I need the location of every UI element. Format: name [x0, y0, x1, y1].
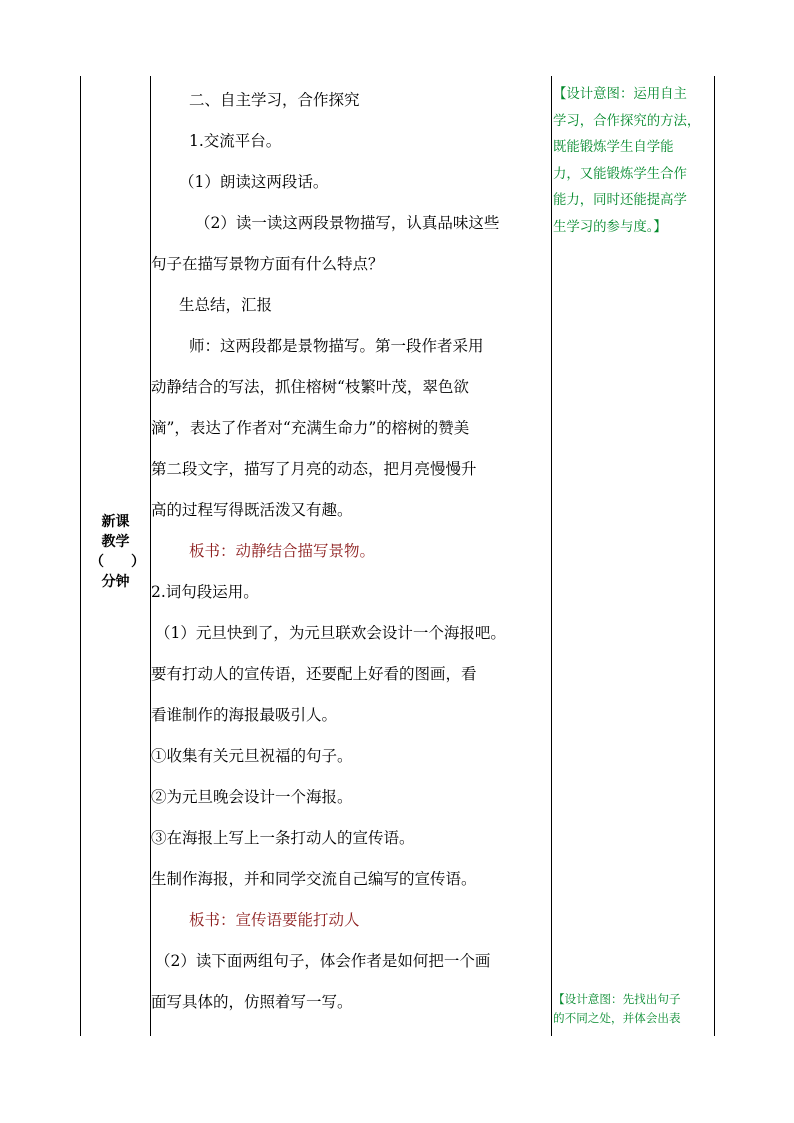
section-label-line2: 教学 — [101, 534, 130, 550]
paren-open: （ — [90, 554, 104, 570]
note-line: 能力，同时还能提高学 — [553, 193, 687, 208]
subheading-exchange: 1.交流平台。 — [189, 132, 282, 150]
section-label-line1: 新课 — [101, 514, 130, 530]
content-line: ③在海报上写上一条打动人的宣传语。 — [151, 829, 415, 847]
lesson-content — [151, 80, 551, 1023]
content-line: 高的过程写得既活泼又有趣。 — [151, 501, 353, 519]
note-line: 学习，合作探究的方法， — [553, 113, 701, 129]
design-intent-note-2 — [553, 990, 714, 1028]
section-label — [80, 512, 151, 592]
note-line: 既能锻炼学生自学能 — [553, 140, 674, 155]
content-line: 生总结，汇报 — [179, 296, 273, 314]
content-line: 要有打动人的宣传语，还要配上好看的图画，看 — [151, 665, 477, 683]
content-line: 滴”，表达了作者对“充满生命力”的榕树的赞美 — [151, 419, 470, 437]
content-line: 句子在描写景物方面有什么特点？ — [151, 255, 384, 273]
content-line: 看谁制作的海报最吸引人。 — [151, 706, 338, 724]
content-line: （2）读一读这两段景物描写，认真品味这些 — [195, 214, 500, 232]
design-intent-note — [553, 82, 714, 241]
note-line: 生学习的参与度。】 — [553, 219, 667, 235]
content-line: 师：这两段都是景物描写。第一段作者采用 — [189, 337, 484, 355]
content-line: 第二段文字，描写了月亮的动态，把月亮慢慢升 — [151, 460, 477, 478]
note-line: 的不同之处，并体会出表 — [553, 1011, 681, 1025]
note-line: 【设计意图：运用自主 — [553, 87, 687, 102]
content-line: （1）元旦快到了，为元旦联欢会设计一个海报吧。 — [155, 624, 506, 642]
table-divider-notes — [551, 76, 552, 1036]
table-border-right — [714, 76, 715, 1036]
note-line: 力，又能锻炼学生合作 — [553, 166, 687, 182]
board-note: 板书：宣传语要能打动人 — [189, 911, 360, 929]
content-line: 面写具体的，仿照着写一写。 — [151, 993, 353, 1011]
section-label-line4: 分钟 — [101, 574, 130, 590]
subheading-usage: 2.词句段运用。 — [151, 583, 259, 601]
content-line: 生制作海报，并和同学交流自己编写的宣传语。 — [151, 870, 477, 888]
section-label-minutes-blank — [80, 552, 151, 572]
content-line: （1）朗读这两段话。 — [179, 173, 329, 191]
paren-close: ） — [131, 554, 145, 570]
note-line: 【设计意图：先找出句子 — [553, 992, 681, 1006]
content-line: 动静结合的写法，抓住榕树“枝繁叶茂，翠色欲 — [151, 378, 469, 396]
content-line: （2）读下面两组句子，体会作者是如何把一个画 — [155, 952, 491, 970]
board-note: 板书：动静结合描写景物。 — [189, 542, 376, 560]
content-line: ②为元旦晚会设计一个海报。 — [151, 788, 353, 806]
section-heading: 二、自主学习，合作探究 — [189, 91, 360, 109]
content-line: ①收集有关元旦祝福的句子。 — [151, 747, 353, 765]
